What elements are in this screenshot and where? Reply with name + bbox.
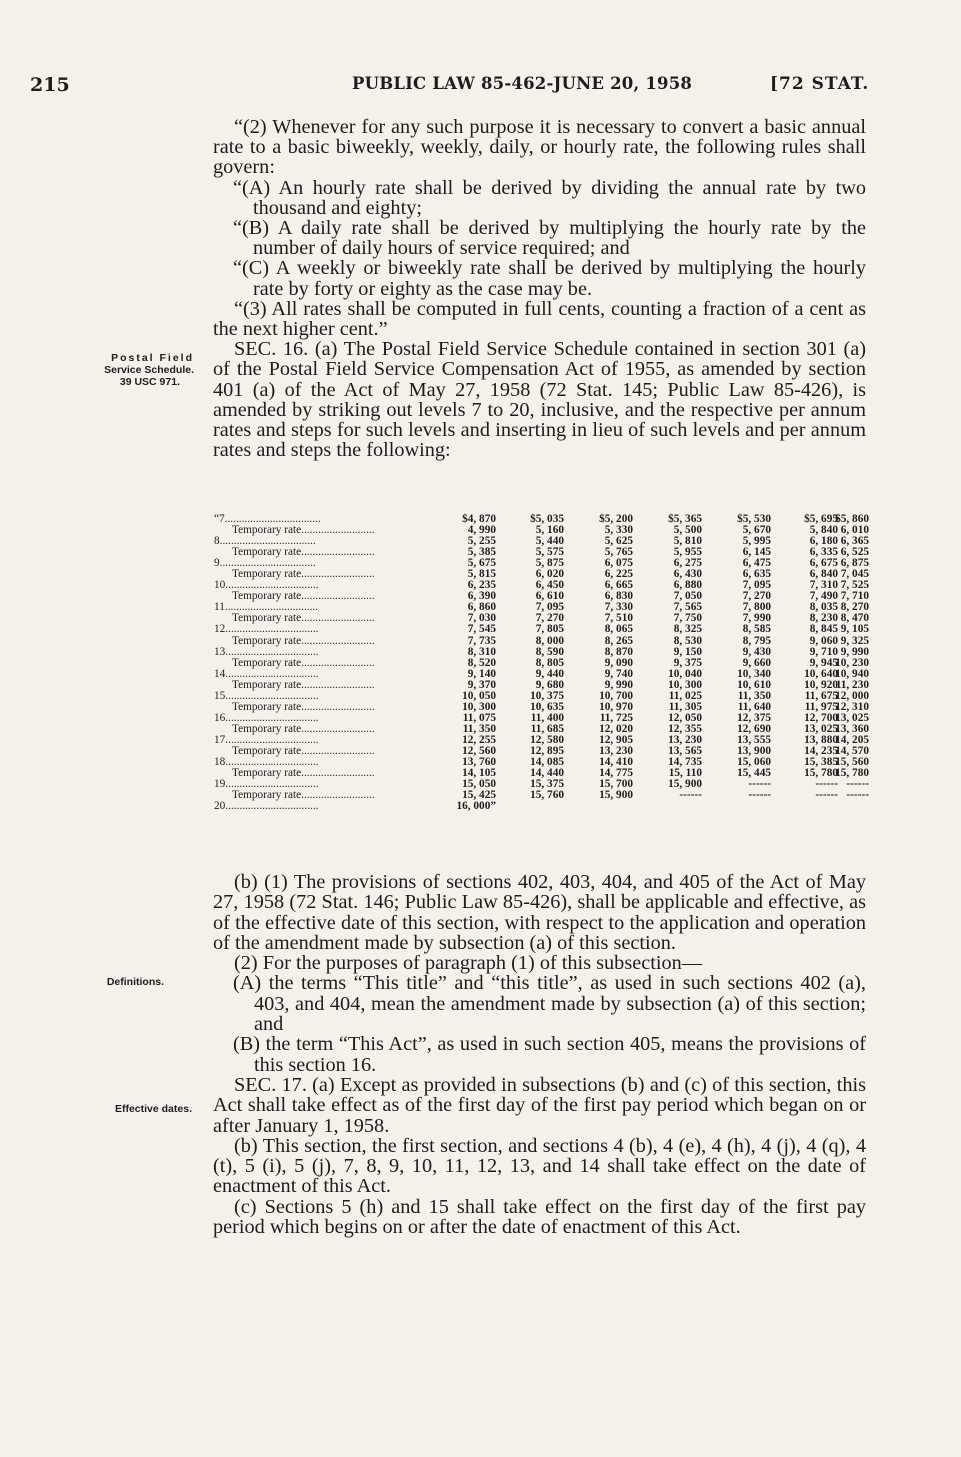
schedule-cell: 13, 760 — [462, 756, 496, 769]
schedule-cell: 12, 700 — [804, 711, 838, 724]
schedule-cell: 14, 105 — [462, 767, 496, 780]
schedule-cell: 9, 660 — [742, 656, 771, 669]
schedule-cell: 7, 525 — [840, 579, 869, 592]
schedule-cell: 9, 430 — [742, 645, 771, 658]
schedule-cell: 5, 160 — [535, 524, 564, 537]
schedule-cell: 13, 025 — [835, 711, 869, 724]
schedule-cell: 8, 270 — [840, 601, 869, 614]
schedule-cell: 15, 780 — [835, 767, 869, 780]
schedule-cell: $5, 695 — [804, 513, 838, 525]
schedule-cell: 13, 230 — [599, 744, 633, 757]
schedule-cell: 9, 680 — [535, 678, 564, 691]
schedule-cell: 14, 410 — [599, 756, 633, 769]
schedule-cell: 12, 050 — [668, 711, 702, 724]
schedule-cell: 6, 635 — [742, 568, 771, 581]
schedule-cell: 7, 805 — [535, 623, 564, 636]
schedule-cell: 6, 665 — [604, 579, 633, 592]
schedule-row — [214, 801, 869, 812]
schedule-cell: 9, 440 — [535, 667, 564, 680]
paragraph: “(B) A daily rate shall be derived by multiplying the hourly rate by the number of daily hours of service required; and — [233, 217, 866, 260]
schedule-cell: $5, 200 — [599, 513, 633, 525]
schedule-row — [214, 636, 869, 647]
schedule-cell: 12, 895 — [530, 744, 564, 757]
schedule-cell: 10, 375 — [530, 689, 564, 702]
schedule-level-label: 16................................. — [214, 712, 319, 724]
schedule-level-label: 9.................................. — [214, 558, 316, 570]
schedule-cell: ------ — [679, 789, 702, 802]
schedule-cell: 5, 500 — [673, 524, 702, 537]
schedule-cell: 8, 230 — [809, 612, 838, 625]
schedule-cell: 8, 805 — [535, 656, 564, 669]
schedule-cell: 7, 800 — [742, 601, 771, 614]
schedule-cell: 6, 390 — [467, 590, 496, 603]
schedule-cell: 11, 305 — [668, 700, 702, 713]
margin-note-postal-line1: Postal Field — [111, 352, 194, 364]
schedule-cell: 7, 050 — [673, 590, 702, 603]
margin-note-postal — [60, 352, 194, 388]
schedule-row — [214, 790, 869, 801]
schedule-cell: 9, 325 — [840, 634, 869, 647]
schedule-cell: 16, 000” — [456, 800, 496, 813]
schedule-cell: 13, 565 — [668, 744, 702, 757]
schedule-cell: 6, 830 — [604, 590, 633, 603]
schedule-cell: 7, 490 — [809, 590, 838, 603]
schedule-cell: 5, 810 — [673, 535, 702, 548]
schedule-cell: ------ — [748, 778, 771, 791]
schedule-cell: 15, 050 — [462, 778, 496, 791]
schedule-cell: 14, 235 — [804, 744, 838, 757]
schedule-cell: 6, 335 — [809, 546, 838, 559]
schedule-cell: 5, 815 — [467, 568, 496, 581]
paragraph: (A) the terms “This title” and “this title”, as used in such sections 402 (a), 403, and 404, mean the amendment made by subsection (a) of this section; and — [233, 972, 866, 1036]
schedule-cell: 7, 545 — [467, 623, 496, 636]
text-block-bottom — [213, 872, 866, 1237]
schedule-cell: 14, 085 — [530, 756, 564, 769]
schedule-temporary-rate-label: Temporary rate.......................... — [232, 657, 375, 669]
schedule-cell: 9, 990 — [840, 645, 869, 658]
schedule-cell: 8, 530 — [673, 634, 702, 647]
schedule-cell: 7, 030 — [467, 612, 496, 625]
paragraph: (b) (1) The provisions of sections 402, 403, 404, and 405 of the Act of May 27, 1958 (72 Stat. 146; Public Law 85-426), shall be applicable and effective, as of the effective date of this section, with respect to the application and operation of the amendment made by subsection (a) of this section. — [213, 871, 866, 954]
statute-reference: [72 STAT. — [770, 74, 870, 94]
schedule-cell: 6, 020 — [535, 568, 564, 581]
schedule-cell: 15, 425 — [462, 789, 496, 802]
schedule-cell: 13, 025 — [804, 722, 838, 735]
schedule-temporary-rate-label: Temporary rate.......................... — [232, 569, 375, 581]
schedule-cell: 9, 740 — [604, 667, 633, 680]
schedule-cell: 9, 370 — [467, 678, 496, 691]
schedule-cell: 11, 075 — [462, 711, 496, 724]
schedule-cell: 15, 780 — [804, 767, 838, 780]
schedule-cell: 6, 430 — [673, 568, 702, 581]
schedule-cell: 12, 560 — [462, 744, 496, 757]
schedule-cell: 6, 450 — [535, 579, 564, 592]
schedule-cell: ------ — [815, 778, 838, 791]
schedule-cell: 5, 675 — [467, 557, 496, 570]
schedule-cell: 15, 385 — [804, 756, 838, 769]
schedule-cell: 8, 795 — [742, 634, 771, 647]
schedule-temporary-rate-label: Temporary rate.......................... — [232, 525, 375, 537]
schedule-temporary-rate-label: Temporary rate.......................... — [232, 723, 375, 735]
schedule-cell: 15, 900 — [599, 789, 633, 802]
schedule-cell: 15, 060 — [737, 756, 771, 769]
schedule-cell: 8, 470 — [840, 612, 869, 625]
schedule-cell: 7, 330 — [604, 601, 633, 614]
schedule-cell: 15, 110 — [668, 767, 702, 780]
schedule-cell: $5, 035 — [530, 513, 564, 525]
schedule-temporary-rate-label: Temporary rate.......................... — [232, 613, 375, 625]
schedule-cell: 10, 340 — [737, 667, 771, 680]
schedule-cell: 9, 140 — [467, 667, 496, 680]
schedule-cell: 10, 700 — [599, 689, 633, 702]
schedule-cell: 8, 870 — [604, 645, 633, 658]
schedule-cell: 5, 625 — [604, 535, 633, 548]
schedule-cell: 7, 095 — [742, 579, 771, 592]
margin-note-postal-line2: Service Schedule. — [104, 364, 194, 376]
schedule-cell: 12, 375 — [737, 711, 771, 724]
schedule-cell: 10, 300 — [462, 700, 496, 713]
schedule-cell: 8, 310 — [467, 645, 496, 658]
schedule-cell: 6, 610 — [535, 590, 564, 603]
paragraph: (B) the term “This Act”, as used in such section 405, means the provisions of this section 16. — [233, 1033, 866, 1076]
paragraph: (b) This section, the first section, and sections 4 (b), 4 (e), 4 (h), 4 (j), 4 (q), 4 (t), 5 (i), 5 (j), 7, 8, 9, 10, 11, 12, 13, and 14 shall take effect on the date of enactment of this Act. — [213, 1134, 866, 1198]
schedule-cell: $5, 860 — [835, 513, 869, 525]
page-number: 215 — [30, 74, 70, 96]
schedule-cell: 5, 995 — [742, 535, 771, 548]
schedule-level-label: 14................................. — [214, 668, 319, 680]
schedule-cell: $4, 870 — [462, 513, 496, 525]
schedule-cell: 7, 565 — [673, 601, 702, 614]
schedule-cell: 8, 845 — [809, 623, 838, 636]
schedule-cell: 12, 355 — [668, 722, 702, 735]
schedule-level-label: 15................................. — [214, 690, 319, 702]
schedule-cell: ------ — [748, 789, 771, 802]
schedule-cell: 6, 525 — [840, 546, 869, 559]
schedule-cell: 11, 685 — [530, 722, 564, 735]
schedule-cell: 10, 300 — [668, 678, 702, 691]
schedule-cell: 11, 230 — [835, 678, 869, 691]
schedule-cell: 14, 440 — [530, 767, 564, 780]
schedule-level-label: 20................................. — [214, 801, 319, 813]
schedule-cell: 8, 590 — [535, 645, 564, 658]
schedule-cell: 14, 570 — [835, 744, 869, 757]
schedule-level-label: 11................................. — [214, 602, 319, 614]
schedule-cell: 8, 065 — [604, 623, 633, 636]
schedule-cell: 12, 020 — [599, 722, 633, 735]
schedule-cell: 11, 725 — [599, 711, 633, 724]
schedule-cell: 10, 635 — [530, 700, 564, 713]
schedule-cell: 6, 880 — [673, 579, 702, 592]
schedule-cell: 9, 090 — [604, 656, 633, 669]
schedule-cell: 5, 875 — [535, 557, 564, 570]
schedule-cell: 8, 520 — [467, 656, 496, 669]
schedule-cell: $5, 530 — [737, 513, 771, 525]
schedule-temporary-rate-label: Temporary rate.......................... — [232, 790, 375, 802]
schedule-cell: ------ — [846, 789, 869, 802]
paragraph: “(C) A weekly or biweekly rate shall be derived by multiplying the hourly rate by forty or eighty as the case may be. — [233, 257, 866, 300]
schedule-cell: 6, 365 — [840, 535, 869, 548]
schedule-cell: 10, 920 — [804, 678, 838, 691]
schedule-cell: 6, 235 — [467, 579, 496, 592]
schedule-cell: 7, 310 — [809, 579, 838, 592]
schedule-level-label: 12................................. — [214, 624, 319, 636]
schedule-cell: 10, 230 — [835, 656, 869, 669]
schedule-table — [214, 514, 869, 812]
schedule-cell: 11, 640 — [737, 700, 771, 713]
schedule-cell: 15, 700 — [599, 778, 633, 791]
schedule-cell: 11, 350 — [462, 722, 496, 735]
schedule-cell: 10, 050 — [462, 689, 496, 702]
margin-note-effective-dates: Effective dates. — [114, 1103, 192, 1115]
schedule-cell: 8, 265 — [604, 634, 633, 647]
schedule-cell: 15, 445 — [737, 767, 771, 780]
schedule-level-label: “7.................................. — [214, 514, 321, 525]
schedule-cell: 5, 765 — [604, 546, 633, 559]
schedule-cell: 9, 945 — [809, 656, 838, 669]
schedule-cell: 11, 975 — [804, 700, 838, 713]
schedule-cell: 14, 735 — [668, 756, 702, 769]
schedule-cell: 9, 990 — [604, 678, 633, 691]
schedule-cell: 7, 750 — [673, 612, 702, 625]
schedule-cell: 15, 900 — [668, 778, 702, 791]
schedule-cell: 13, 230 — [668, 733, 702, 746]
schedule-cell: 6, 475 — [742, 557, 771, 570]
schedule-cell: 13, 900 — [737, 744, 771, 757]
schedule-cell: 9, 710 — [809, 645, 838, 658]
schedule-cell: 5, 440 — [535, 535, 564, 548]
schedule-row — [214, 647, 869, 658]
schedule-cell: 12, 255 — [462, 733, 496, 746]
schedule-temporary-rate-label: Temporary rate.......................... — [232, 591, 375, 603]
schedule-temporary-rate-label: Temporary rate.......................... — [232, 701, 375, 713]
schedule-cell: 5, 385 — [467, 546, 496, 559]
schedule-cell: 6, 225 — [604, 568, 633, 581]
schedule-cell: 13, 880 — [804, 733, 838, 746]
schedule-cell: 7, 045 — [840, 568, 869, 581]
schedule-cell: 7, 990 — [742, 612, 771, 625]
schedule-cell: 9, 105 — [840, 623, 869, 636]
schedule-cell: 11, 350 — [737, 689, 771, 702]
schedule-cell: 13, 555 — [737, 733, 771, 746]
schedule-cell: 11, 675 — [804, 689, 838, 702]
schedule-level-label: 13................................. — [214, 646, 319, 658]
schedule-cell: 10, 970 — [599, 700, 633, 713]
schedule-cell: 9, 060 — [809, 634, 838, 647]
schedule-cell: 12, 310 — [835, 700, 869, 713]
schedule-cell: 15, 760 — [530, 789, 564, 802]
paragraph: (2) For the purposes of paragraph (1) of this subsection— — [234, 952, 703, 975]
schedule-cell: 8, 000 — [535, 634, 564, 647]
schedule-cell: 10, 610 — [737, 678, 771, 691]
schedule-cell: 5, 330 — [604, 524, 633, 537]
schedule-cell: 7, 510 — [604, 612, 633, 625]
schedule-cell: 10, 040 — [668, 667, 702, 680]
running-title: PUBLIC LAW 85-462-JUNE 20, 1958 — [352, 74, 693, 93]
schedule-level-label: 10................................. — [214, 580, 319, 592]
schedule-cell: 12, 580 — [530, 733, 564, 746]
paragraph: SEC. 17. (a) Except as provided in subsections (b) and (c) of this section, this Act shall take effect as of the first day of the first pay period which began on or after January 1, 1958. — [213, 1073, 866, 1137]
schedule-cell: 7, 095 — [535, 601, 564, 614]
schedule-cell: 14, 775 — [599, 767, 633, 780]
schedule-level-label: 17................................. — [214, 734, 319, 746]
schedule-temporary-rate-label: Temporary rate.......................... — [232, 635, 375, 647]
page-header — [0, 74, 961, 98]
paragraph: “(2) Whenever for any such purpose it is necessary to convert a basic annual rate to a basic biweekly, weekly, daily, or hourly rate, the following rules shall govern: — [213, 116, 866, 179]
schedule-cell: 9, 375 — [673, 656, 702, 669]
schedule-cell: 8, 035 — [809, 601, 838, 614]
schedule-cell: 10, 940 — [835, 667, 869, 680]
paragraph: “(A) An hourly rate shall be derived by dividing the annual rate by two thousand and eighty; — [233, 176, 866, 219]
schedule-cell: 11, 025 — [668, 689, 702, 702]
schedule-cell: 8, 325 — [673, 623, 702, 636]
schedule-cell: 7, 735 — [467, 634, 496, 647]
schedule-level-label: 8.................................. — [214, 536, 316, 548]
schedule-cell: 6, 075 — [604, 557, 633, 570]
schedule-cell: 6, 860 — [467, 601, 496, 614]
schedule-cell: 6, 675 — [809, 557, 838, 570]
schedule-row — [214, 624, 869, 635]
schedule-cell: 11, 400 — [530, 711, 564, 724]
schedule-cell: ------ — [815, 789, 838, 802]
schedule-row — [214, 658, 869, 669]
schedule-cell: 12, 905 — [599, 733, 633, 746]
schedule-cell: ------ — [846, 778, 869, 791]
schedule-cell: 8, 585 — [742, 623, 771, 636]
schedule-temporary-rate-label: Temporary rate.......................... — [232, 745, 375, 757]
schedule-temporary-rate-label: Temporary rate.......................... — [232, 547, 375, 559]
schedule-cell: 6, 275 — [673, 557, 702, 570]
schedule-cell: 7, 270 — [742, 590, 771, 603]
schedule-cell: 5, 575 — [535, 546, 564, 559]
paragraph: SEC. 16. (a) The Postal Field Service Schedule contained in section 301 (a) of the Postal Field Service Compensation Act of 1955, as amended by section 401 (a) of the Act of May 27, 1958 (72 Stat. 145; Public Law 85-426), is amended by striking out levels 7 to 20, inclusive, and the respective per annum rates and steps for such levels and inserting in lieu of such levels and per annum rates and steps the following: — [213, 338, 866, 462]
margin-note-definitions: Definitions. — [106, 976, 164, 988]
schedule-cell: 7, 270 — [535, 612, 564, 625]
schedule-cell: 5, 670 — [742, 524, 771, 537]
text-block-top — [213, 117, 866, 460]
paragraph: (c) Sections 5 (h) and 15 shall take effect on the first day of the first pay period which begins on or after the date of enactment of this Act. — [213, 1195, 866, 1239]
schedule-temporary-rate-label: Temporary rate.......................... — [232, 768, 375, 780]
schedule-temporary-rate-label: Temporary rate.......................... — [232, 679, 375, 691]
schedule-cell: 6, 145 — [742, 546, 771, 559]
schedule-level-label: 19................................. — [214, 779, 319, 791]
schedule-cell: $5, 365 — [668, 513, 702, 525]
schedule-cell: 12, 690 — [737, 722, 771, 735]
margin-note-postal-line3: 39 USC 971. — [119, 376, 180, 388]
schedule-cell: 15, 560 — [835, 756, 869, 769]
paragraph: “(3) All rates shall be computed in full cents, counting a fraction of a cent as the next higher cent.” — [213, 297, 866, 341]
schedule-cell: 10, 640 — [804, 667, 838, 680]
schedule-cell: 12, 000 — [835, 689, 869, 702]
schedule-cell: 5, 955 — [673, 546, 702, 559]
schedule-cell: 9, 150 — [673, 645, 702, 658]
schedule-cell: 6, 180 — [809, 535, 838, 548]
schedule-cell: 5, 840 — [809, 524, 838, 537]
schedule-cell: 4, 990 — [467, 524, 496, 537]
schedule-cell: 5, 255 — [467, 535, 496, 548]
schedule-level-label: 18................................. — [214, 757, 319, 769]
schedule-cell: 6, 840 — [809, 568, 838, 581]
schedule-cell: 7, 710 — [840, 590, 869, 603]
schedule-cell: 14, 205 — [835, 733, 869, 746]
schedule-cell: 6, 875 — [840, 557, 869, 570]
schedule-cell: 15, 375 — [530, 778, 564, 791]
schedule-cell: 6, 010 — [840, 524, 869, 537]
schedule-cell: 13, 360 — [835, 722, 869, 735]
